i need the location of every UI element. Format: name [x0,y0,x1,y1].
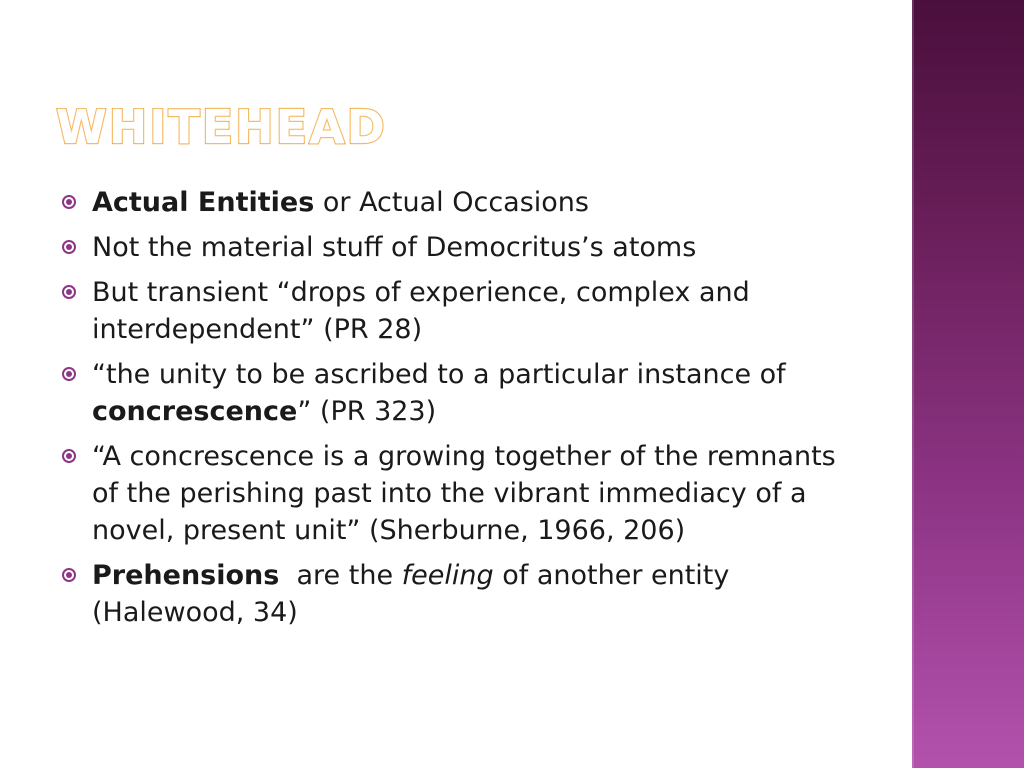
bullet-bold-term: concrescence [92,396,298,427]
bullet-text: “the unity to be ascribed to a particular instance of [92,359,786,390]
target-bullet-icon [62,285,76,299]
bullet-item-sherburne-quote [62,438,862,549]
target-bullet-icon [62,367,76,381]
bullet-bold-term: Prehensions [92,560,280,591]
bullet-text: ” (PR 323) [297,396,437,427]
bullet-item-prehensions [62,557,862,631]
decorative-side-band [912,0,1024,768]
target-bullet-icon [62,240,76,254]
bullet-text: But transient “drops of experience, complex and interdependent” (PR 28) [92,277,750,345]
bullet-text: are the [279,560,402,591]
bullet-item-unity-concrescence [62,356,862,430]
target-bullet-icon [62,449,76,463]
bullet-item-drops-of-experience [62,274,862,348]
side-band-edge [912,0,914,768]
bullet-text: Not the material stuff of Democritus’s atoms [92,232,697,263]
target-bullet-icon [62,195,76,209]
bullet-text: “A concrescence is a growing together of the remnants of the perishing past into the vibrant immediacy of a novel, present unit” (Sherburne, 1966, 206) [92,441,836,546]
bullet-list [62,184,862,639]
bullet-item-democritus [62,229,862,266]
bullet-italic-term: feeling [401,560,494,591]
target-bullet-icon [62,568,76,582]
bullet-item-actual-entities [62,184,862,221]
bullet-bold-term: Actual Entities [92,187,315,218]
slide-title: WHITEHEAD [56,100,387,154]
bullet-text: of another entity (Halewood, 34) [92,560,730,628]
bullet-text: or Actual Occasions [314,187,589,218]
